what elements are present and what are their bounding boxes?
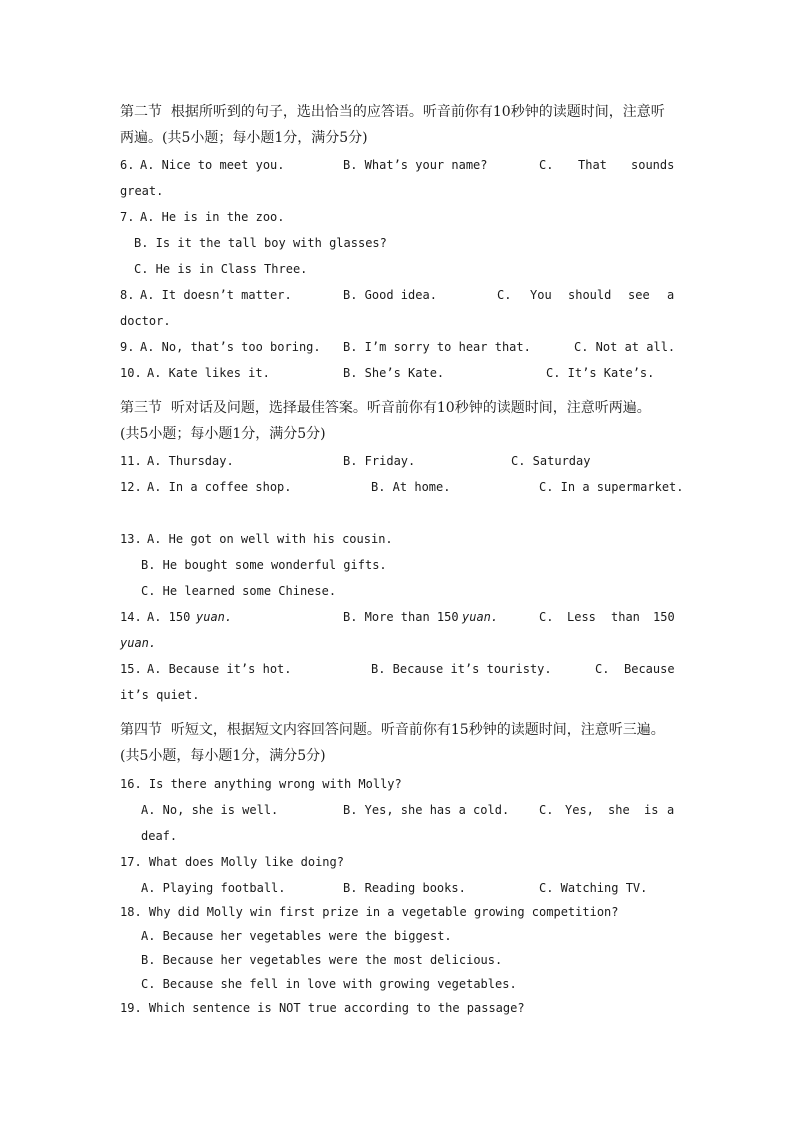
q7-number: 7. [120, 210, 135, 224]
q14-option-c-word: than [611, 610, 640, 624]
q9-number: 9. [120, 340, 135, 354]
q16-option-b: B. Yes, she has a cold. [343, 803, 510, 817]
q16-option-a: A. No, she is well. [141, 803, 279, 817]
q6-number: 6. [120, 158, 135, 172]
q15-option-c-word: it’s quiet. [120, 688, 200, 702]
q13-number: 13. [120, 532, 142, 546]
q6-option-b: B. What’s your name? [343, 158, 488, 172]
q15-option-a: A. Because it’s hot. [147, 662, 292, 676]
q12-number: 12. [120, 480, 142, 494]
q12-option-c: C. In a supermarket. [539, 480, 684, 494]
q14-option-c-word: Less [567, 610, 596, 624]
q7-option-c: C. He is in Class Three. [134, 262, 308, 276]
q11-option-a: A. Thursday. [147, 454, 234, 468]
q17-option-c: C. Watching TV. [539, 881, 648, 895]
q13-option-b: B. He bought some wonderful gifts. [141, 558, 387, 572]
q7-option-a: A. He is in the zoo. [140, 210, 285, 224]
q18-option-b: B. Because her vegetables were the most delicious. [141, 953, 503, 967]
q14-option-c-label: C. [539, 610, 554, 624]
q8-option-b: B. Good idea. [343, 288, 437, 302]
q8-option-c-label: C. [497, 288, 512, 302]
q14-option-c-unit: yuan. [120, 636, 157, 650]
q13-option-c: C. He learned some Chinese. [141, 584, 337, 598]
q16-option-c-word: is [644, 803, 659, 817]
q18-option-c: C. Because she fell in love with growing vegetables. [141, 977, 517, 991]
q16-option-c-word: she [608, 803, 630, 817]
q6-option-c-label: C. [539, 158, 554, 172]
q17-option-a: A. Playing football. [141, 881, 286, 895]
q14-option-a: A. 150 [147, 610, 191, 624]
q9-option-c: C. Not at all. [574, 340, 676, 354]
q8-option-c-word: see [628, 288, 650, 302]
q8-option-c-word: a [667, 288, 675, 302]
q18-question: 18. Why did Molly win first prize in a vegetable growing competition? [120, 905, 619, 919]
q11-option-c: C. Saturday [511, 454, 591, 468]
q8-option-c-word: should [568, 288, 612, 302]
section3-heading: 第三节 听对话及问题，选择最佳答案。听音前你有10秒钟的读题时间，注意听两遍。 [120, 400, 651, 416]
q8-option-c-word: You [530, 288, 552, 302]
q10-option-c: C. It’s Kate’s. [546, 366, 655, 380]
q16-option-c-word: a [667, 803, 675, 817]
q11-number: 11. [120, 454, 142, 468]
section2-heading-line2: 两遍。(共5小题；每小题1分，满分5分) [120, 130, 368, 146]
q11-option-b: B. Friday. [343, 454, 416, 468]
q14-number: 14. [120, 610, 142, 624]
q9-option-a: A. No, that’s too boring. [140, 340, 321, 354]
q10-option-a: A. Kate likes it. [147, 366, 270, 380]
q6-option-c-word: sounds [631, 158, 675, 172]
q17-question: 17. What does Molly like doing? [120, 855, 344, 869]
q15-number: 15. [120, 662, 142, 676]
q6-option-c-word: great. [120, 184, 164, 198]
section2-heading: 第二节 根据所听到的句子，选出恰当的应答语。听音前你有10秒钟的读题时间，注意听 [120, 104, 665, 120]
q15-option-c-word: Because [624, 662, 675, 676]
q15-option-b: B. Because it’s touristy. [371, 662, 552, 676]
q8-number: 8. [120, 288, 135, 302]
q12-option-b: B. At home. [371, 480, 451, 494]
q8-option-c-word: doctor. [120, 314, 171, 328]
q13-option-a: A. He got on well with his cousin. [147, 532, 393, 546]
q17-option-b: B. Reading books. [343, 881, 466, 895]
q14-option-b-unit: yuan. [462, 610, 499, 624]
section4-heading-line2: (共5小题，每小题1分，满分5分) [120, 748, 326, 764]
q14-option-a-unit: yuan. [196, 610, 233, 624]
section3-heading-line2: (共5小题；每小题1分，满分5分) [120, 426, 326, 442]
q7-option-b: B. Is it the tall boy with glasses? [134, 236, 387, 250]
section4-heading: 第四节 听短文，根据短文内容回答问题。听音前你有15秒钟的读题时间，注意听三遍。 [120, 722, 665, 738]
q15-option-c-label: C. [595, 662, 610, 676]
q10-option-b: B. She’s Kate. [343, 366, 445, 380]
q14-option-c-word: 150 [653, 610, 675, 624]
q8-option-a: A. It doesn’t matter. [140, 288, 292, 302]
q14-option-b: B. More than 150 [343, 610, 459, 624]
q18-option-a: A. Because her vegetables were the biggest. [141, 929, 452, 943]
q16-question: 16. Is there anything wrong with Molly? [120, 777, 402, 791]
q16-option-c-word: deaf. [141, 829, 178, 843]
q16-option-c-word: Yes, [565, 803, 594, 817]
q9-option-b: B. I’m sorry to hear that. [343, 340, 531, 354]
q6-option-c-word: That [578, 158, 607, 172]
q10-number: 10. [120, 366, 142, 380]
q19-question: 19. Which sentence is NOT true according to the passage? [120, 1001, 525, 1015]
q12-option-a: A. In a coffee shop. [147, 480, 292, 494]
q6-option-a: A. Nice to meet you. [140, 158, 285, 172]
q16-option-c-label: C. [539, 803, 554, 817]
